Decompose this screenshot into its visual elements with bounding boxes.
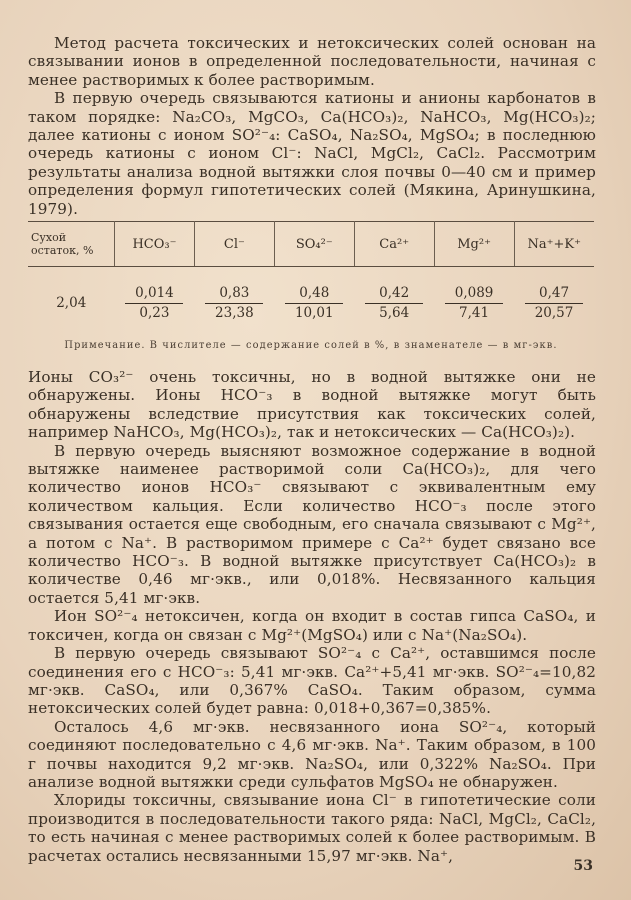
page-number: 53 xyxy=(573,858,593,874)
paragraph: Ион SO²⁻₄ нетоксичен, когда он входит в состав гипса CaSO₄, и токсичен, когда он связан с Mg²⁺(MgSO₄) или с Na⁺(Na₂SO₄). xyxy=(28,607,596,644)
table-header: Mg²⁺ xyxy=(434,222,514,267)
paragraph: В первую очередь связываются катионы и анионы карбонатов в таком порядке: Na₂CO₃, MgCO₃, Ca(HCO₃)₂, NaHCO₃, Mg(HCO₃)₂; далее катионы с ионом SO²⁻₄: CaSO₄, Na₂SO₄, MgSO₄; в последнюю очередь катионы с ионом Cl⁻: NaCl, MgCl₂, CaCl₂. Рассмотрим результаты анализа водной вытяжки слоя почвы 0—40 см и пример определения формул гипотетических солей (Мякина, Аринушкина, 1979). xyxy=(28,89,596,218)
meq-value: 7,41 xyxy=(459,305,490,321)
table-header: Cl⁻ xyxy=(194,222,274,267)
percent-value: 0,014 xyxy=(125,285,183,304)
analysis-table xyxy=(28,221,594,323)
dry-residue-value: 2,04 xyxy=(56,295,87,311)
paragraph: Осталось 4,6 мг·экв. несвязанного иона SO²⁻₄, который соединяют последовательно с 4,6 мг·экв. Na⁺. Таким образом, в 100 г почвы находится 9,2 мг·экв. Na₂SO₄, или 0,322% Na₂SO₄. При анализе водной вытяжки среди сульфатов MgSO₄ не обнаружен. xyxy=(28,717,596,791)
paragraph: В первую очередь выясняют возможное содержание в водной вытяжке наименее растворимой соли Ca(HCO₃)₂, для чего количество ионов HCO₃⁻ связывают с эквивалентным ему количеством кальция. Если количество HCO⁻₃ после этого связывания остается еще свободным, его сначала связывают с Mg²⁺, а потом с Na⁺. В растворимом примере с Ca²⁺ будет связано все количество HCO⁻₃. В водной вытяжке присутствует Ca(HCO₃)₂ в количестве 0,46 мг·экв., или 0,018%. Несвязанного кальция остается 5,41 мг·экв. xyxy=(28,441,596,607)
percent-value: 0,42 xyxy=(365,285,423,304)
percent-value: 0,48 xyxy=(285,285,343,304)
paragraph: Ионы CO₃²⁻ очень токсичны, но в водной вытяжке они не обнаружены. Ионы HCO⁻₃ в водной вытяжке могут быть обнаружены вследствие присутствия как токсических солей, например NaHCO₃, Mg(HCO₃)₂, так и нетоксических — Ca(HCO₃)₂). xyxy=(28,368,596,442)
fraction-cell xyxy=(285,269,343,321)
meq-value: 10,01 xyxy=(294,305,334,321)
fraction-cell xyxy=(365,269,423,321)
fraction-cell xyxy=(205,269,263,321)
paragraph: Метод расчета токсических и нетоксических солей основан на связывании ионов в определенной последовательности, начиная с менее растворимых к более растворимым. xyxy=(28,34,596,89)
meq-value: 20,57 xyxy=(534,305,574,321)
fraction-cell xyxy=(445,269,503,321)
meq-value: 23,38 xyxy=(215,305,254,321)
paragraph: Хлориды токсичны, связывание иона Cl⁻ в гипотетические соли производится в последовательности такого ряда: NaCl, MgCl₂, CaCl₂, то есть начиная с менее растворимых солей к более растворимым. В расчетах остались несвязанными 15,97 мг·экв. Na⁺, xyxy=(28,791,596,865)
table-row xyxy=(28,267,594,324)
body-text xyxy=(28,368,596,865)
percent-value: 0,089 xyxy=(445,285,503,304)
meq-value: 0,23 xyxy=(139,305,170,321)
meq-value: 5,64 xyxy=(379,305,410,321)
table-header: Na⁺+K⁺ xyxy=(514,222,594,267)
table-note: Примечание. В числителе — содержание солей в %, в знаменателе — в мг-экв. xyxy=(64,340,558,351)
table-header: Сухой остаток, % xyxy=(28,222,115,267)
table-header: Ca²⁺ xyxy=(354,222,434,267)
percent-value: 0,83 xyxy=(205,285,263,304)
table-header: SO₄²⁻ xyxy=(274,222,354,267)
intro-text xyxy=(28,34,596,218)
fraction-cell xyxy=(125,269,183,321)
percent-value: 0,47 xyxy=(525,285,583,304)
fraction-cell xyxy=(525,269,583,321)
paragraph: В первую очередь связывают SO²⁻₄ с Ca²⁺, оставшимся после соединения его с HCO⁻₃: 5,41 мг·экв. Ca²⁺+5,41 мг·экв. SO²⁻₄=10,82 мг·экв. CaSO₄, или 0,367% CaSO₄. Таким образом, сумма нетоксических солей будет равна: 0,018+0,367=0,385%. xyxy=(28,644,596,718)
table-header: HCO₃⁻ xyxy=(115,222,195,267)
